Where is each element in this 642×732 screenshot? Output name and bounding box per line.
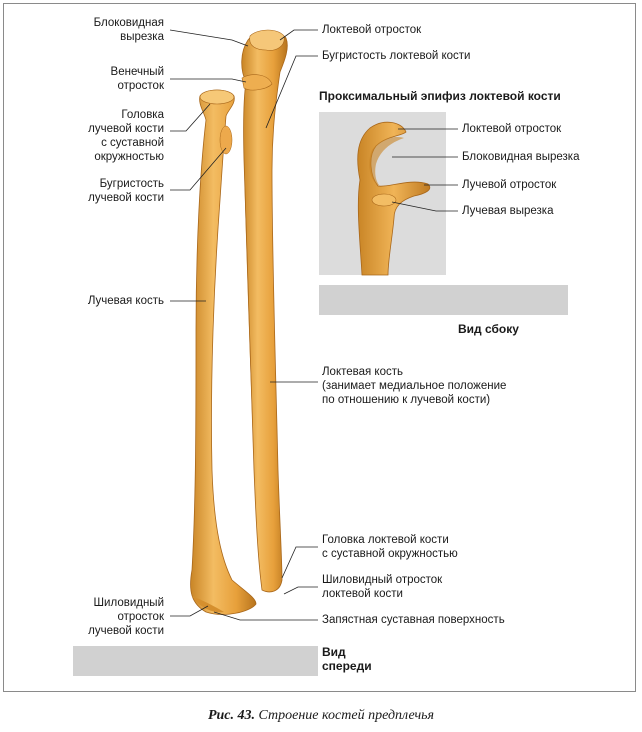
caption-text: Строение костей предплечья bbox=[258, 708, 435, 723]
inset-view-bar bbox=[319, 285, 568, 315]
inset-radial-notch-shape bbox=[372, 194, 396, 206]
label-radius-head: Головка лучевой кости с суставной окружностью bbox=[88, 109, 164, 163]
label-coronoid-process: Венечный отросток bbox=[110, 66, 164, 92]
inset-label-olecranon: Локтевой отросток bbox=[462, 123, 562, 135]
caption-number: Рис. 43. bbox=[207, 708, 255, 723]
front-view-label: Вид спереди bbox=[322, 645, 372, 673]
label-radial-styloid: Шиловидный отросток лучевой кости bbox=[88, 597, 164, 637]
inset-label-coronoid: Лучевой отросток bbox=[462, 179, 557, 191]
figure-caption bbox=[0, 708, 642, 724]
label-carpal-surface: Запястная суставная поверхность bbox=[322, 614, 505, 626]
front-view-bar bbox=[73, 646, 318, 676]
ulna-bone bbox=[242, 32, 288, 592]
label-radial-tuberosity: Бугристость лучевой кости bbox=[88, 178, 164, 204]
label-ulna: Локтевая кость (занимает медиальное положение по отношению к лучевой кости) bbox=[322, 366, 507, 406]
inset-label-radial-notch: Лучевая вырезка bbox=[462, 205, 554, 217]
olecranon-shape bbox=[250, 30, 285, 50]
label-trochlear-notch: Блоковидная вырезка bbox=[93, 17, 164, 43]
inset-label-trochlear-notch: Блоковидная вырезка bbox=[462, 151, 580, 163]
label-olecranon: Локтевой отросток bbox=[322, 24, 422, 36]
label-radius: Лучевая кость bbox=[87, 295, 164, 307]
radial-tuberosity-shape bbox=[220, 126, 232, 154]
label-ulnar-tuberosity: Бугристость локтевой кости bbox=[322, 50, 471, 62]
radius-head-shape bbox=[200, 90, 234, 104]
inset-title: Проксимальный эпифиз локтевой кости bbox=[319, 89, 561, 103]
label-ulna-head: Головка локтевой кости с суставной окружностью bbox=[322, 534, 458, 560]
label-ulnar-styloid: Шиловидный отросток локтевой кости bbox=[322, 574, 443, 600]
inset-view-label: Вид сбоку bbox=[458, 322, 519, 336]
